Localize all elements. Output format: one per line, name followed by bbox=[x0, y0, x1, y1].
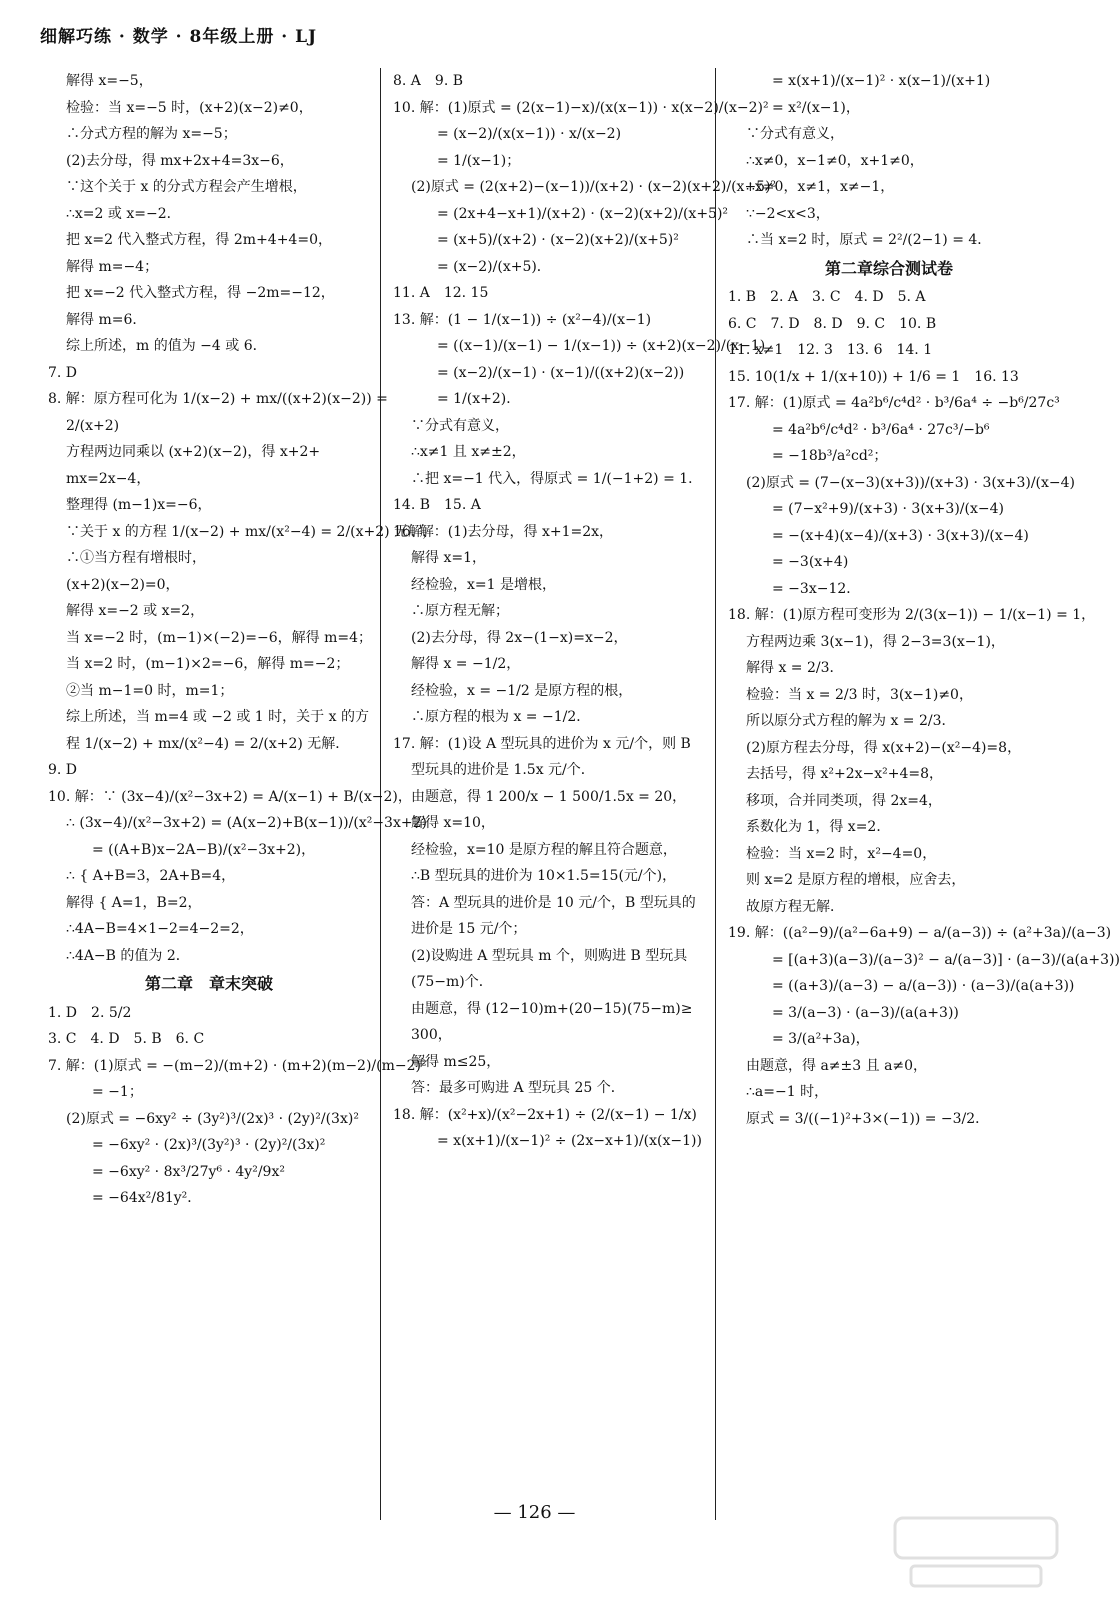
answer-line: 移项，合并同类项，得 2x=4， bbox=[746, 792, 942, 809]
answer-line: ∴x≠0，x≠1，x≠−1， bbox=[746, 179, 895, 195]
answer-line: 程 1/(x−2) + mx/(x²−4) = 2/(x+2) 无解． bbox=[66, 735, 350, 752]
answer-line: 解得 x=1， bbox=[411, 550, 486, 566]
answer-line: (2)去分母，得 2x−(1−x)=x−2， bbox=[411, 629, 628, 646]
answer-line: = 1/(x+2)． bbox=[437, 391, 521, 407]
answer-line: 11. x≠1 12. 3 13. 6 14. 1 bbox=[728, 342, 933, 358]
answer-line: 检验：当 x=2 时，x²−4=0， bbox=[746, 845, 937, 862]
answer-line: 300， bbox=[411, 1027, 452, 1043]
answer-line: = 3/(a²+3a)， bbox=[772, 1031, 870, 1047]
answer-line: 17. 解：(1)设 A 型玩具的进价为 x 元/个，则 B bbox=[393, 735, 691, 752]
answer-line: = ((x−1)/(x−1) − 1/(x−1)) ÷ (x+2)(x−2)/(x−1) bbox=[437, 338, 766, 354]
answer-line: 8. A 9. B bbox=[393, 73, 464, 89]
answer-line: 14. B 15. A bbox=[393, 497, 481, 513]
answer-line: 9. D bbox=[48, 762, 78, 778]
page-header: 细解巧练 · 数学 · 8年级上册 · LJ bbox=[40, 27, 318, 47]
answer-line: ∴分式方程的解为 x=−5； bbox=[66, 126, 237, 142]
answer-line: ∵−2<x<3， bbox=[746, 205, 830, 222]
answer-line: = −1； bbox=[92, 1084, 143, 1100]
answer-line: 15. 10(1/x + 1/(x+10)) + 1/6 = 1 16. 13 bbox=[728, 368, 1019, 385]
answer-line: 解得 x=−5， bbox=[66, 73, 153, 89]
answer-line: = −18b³/a²cd²； bbox=[772, 448, 888, 464]
answer-line: 答：最多可购进 A 型玩具 25 个． bbox=[411, 1080, 625, 1096]
answer-line: 解得 { A=1，B=2， bbox=[66, 894, 202, 911]
answer-line: ∴把 x=−1 代入，得原式 = 1/(−1+2) = 1． bbox=[411, 470, 703, 487]
answer-line: ∴x=2 或 x=−2． bbox=[66, 205, 181, 222]
section-title: 第二章 章末突破 bbox=[144, 974, 273, 993]
answer-line: 所以原分式方程的解为 x = 2/3． bbox=[746, 713, 956, 729]
answer-line: = ((a+3)/(a−3) − a/(a−3)) · (a−3)/(a(a+3)) bbox=[772, 978, 1075, 994]
answer-line: 16. 解：(1)去分母，得 x+1=2x， bbox=[393, 523, 614, 540]
answer-line: ∵关于 x 的方程 1/(x−2) + mx/(x²−4) = 2/(x+2) 无解， bbox=[66, 523, 437, 540]
answer-line: 19. 解：((a²−9)/(a²−6a+9) − a/(a−3)) ÷ (a²+3a)/(a−3) bbox=[728, 925, 1112, 941]
answer-line: (x+2)(x−2)=0， bbox=[66, 576, 180, 593]
answer-line: 解得 x=10， bbox=[411, 815, 495, 831]
column-divider bbox=[715, 68, 716, 1520]
answer-column-2 bbox=[393, 68, 777, 1520]
answer-line: = x²/(x−1)， bbox=[772, 99, 860, 116]
answer-line: ②当 m−1=0 时，m=1； bbox=[66, 682, 234, 699]
answer-line: mx=2x−4， bbox=[66, 470, 151, 487]
answer-line: ∴ { A+B=3，2A+B=4， bbox=[66, 868, 236, 884]
answer-line: 当 x=2 时，(m−1)×2=−6，解得 m=−2； bbox=[66, 656, 350, 672]
answer-line: ∵分式有意义， bbox=[411, 417, 509, 434]
answer-line: 7. 解：(1)原式 = −(m−2)/(m+2) · (m+2)(m−2)/(m−2)² bbox=[48, 1057, 427, 1074]
answer-line: 方程两边乘 3(x−1)，得 2−3=3(x−1)， bbox=[746, 633, 1005, 650]
answer-line: 检验：当 x=−5 时，(x+2)(x−2)≠0， bbox=[66, 99, 313, 116]
answer-line: = (x−2)/(x+5)． bbox=[437, 258, 551, 275]
answer-line: = ((A+B)x−2A−B)/(x²−3x+2)， bbox=[92, 841, 316, 858]
answer-line: 答：A 型玩具的进价是 10 元/个，B 型玩具的 bbox=[411, 894, 696, 911]
answer-line: = (7−x²+9)/(x+3) · 3(x+3)/(x−4) bbox=[772, 501, 1004, 517]
answer-line: ∴B 型玩具的进价为 10×1.5=15(元/个)， bbox=[411, 868, 677, 884]
answer-line: 原式 = 3/((−1)²+3×(−1)) = −3/2． bbox=[746, 1110, 990, 1127]
answer-column-3 bbox=[728, 68, 1120, 1520]
answer-line: = (x−2)/(x(x−1)) · x/(x−2) bbox=[437, 126, 622, 142]
answer-line: 11. A 12. 15 bbox=[393, 285, 489, 301]
answer-line: ∴x≠1 且 x≠±2， bbox=[411, 444, 526, 460]
answer-line: 18. 解：(x²+x)/(x²−2x+1) ÷ (2/(x−1) − 1/x) bbox=[393, 1106, 697, 1123]
answer-line: (2)原方程去分母，得 x(x+2)−(x²−4)=8， bbox=[746, 739, 1022, 756]
answer-line: ∴4A−B=4×1−2=4−2=2， bbox=[66, 921, 254, 937]
page-number: — 126 — bbox=[493, 1502, 576, 1523]
section-title: 第二章综合测试卷 bbox=[824, 258, 953, 278]
answer-line: = −64x²/81y²． bbox=[92, 1190, 202, 1206]
answer-line: 10. 解：(1)原式 = (2(x−1)−x)/(x(x−1)) · x(x−2)/(x−2)² bbox=[393, 99, 769, 116]
answer-line: ∴原方程的根为 x = −1/2． bbox=[411, 709, 591, 725]
answer-line: = −6xy² · 8x³/27y⁶ · 4y²/9x² bbox=[92, 1163, 285, 1180]
answer-line: ∴x≠0，x−1≠0，x+1≠0， bbox=[746, 152, 924, 169]
answer-line: = 1/(x−1)； bbox=[437, 152, 521, 169]
answer-line: (2)原式 = −6xy² ÷ (3y²)³/(2x)³ · (2y)²/(3x)² bbox=[66, 1110, 359, 1127]
answer-line: (2)去分母，得 mx+2x+4=3x−6， bbox=[66, 152, 294, 169]
answer-line: 则 x=2 是原方程的增根，应舍去， bbox=[746, 872, 966, 888]
answer-line: ∴原方程无解； bbox=[411, 603, 509, 619]
answer-line: 综上所述，当 m=4 或 −2 或 1 时，关于 x 的方 bbox=[66, 709, 369, 725]
answer-line: 型玩具的进价是 1.5x 元/个． bbox=[411, 762, 595, 778]
answer-line: 10. 解：∵ (3x−4)/(x²−3x+2) = A/(x−1) + B/(x−2)， bbox=[48, 788, 412, 805]
answer-line: 解得 m=−4； bbox=[66, 258, 159, 275]
answer-line: ∴4A−B 的值为 2． bbox=[66, 947, 190, 964]
answer-line: 系数化为 1，得 x=2． bbox=[746, 819, 891, 835]
answer-line: 6. C 7. D 8. D 9. C 10. B bbox=[728, 315, 937, 332]
answer-line: = x(x+1)/(x−1)² ÷ (2x−x+1)/(x(x−1)) bbox=[437, 1133, 702, 1149]
answer-line: ∴ (3x−4)/(x²−3x+2) = (A(x−2)+B(x−1))/(x²−3x+2) bbox=[66, 815, 427, 831]
answer-line: (2)原式 = (7−(x−3)(x+3))/(x+3) · 3(x+3)/(x−4) bbox=[746, 474, 1075, 491]
answer-line: (2)设购进 A 型玩具 m 个，则购进 B 型玩具 bbox=[411, 947, 688, 964]
answer-line: = x(x+1)/(x−1)² · x(x−1)/(x+1) bbox=[772, 73, 991, 89]
answer-line: ∵分式有意义， bbox=[746, 126, 844, 142]
answer-line: 1. B 2. A 3. C 4. D 5. A bbox=[728, 289, 926, 305]
answer-line: (75−m)个． bbox=[411, 974, 493, 990]
answer-line: 解得 m=6． bbox=[66, 311, 147, 328]
answer-line: = [(a+3)(a−3)/(a−3)² − a/(a−3)] · (a−3)/(a(a+3)) bbox=[772, 951, 1120, 968]
answer-line: 7. D bbox=[48, 364, 78, 381]
answer-line: 整理得 (m−1)x=−6， bbox=[66, 497, 212, 513]
answer-line: 故原方程无解． bbox=[746, 898, 844, 915]
answer-line: = −3(x+4) bbox=[772, 554, 849, 570]
answer-line: = −6xy² · (2x)³/(3y²)³ · (2y)²/(3x)² bbox=[92, 1137, 326, 1153]
answer-line: 1. D 2. 5/2 bbox=[48, 1004, 132, 1021]
answer-line: 由题意，得 (12−10)m+(20−15)(75−m)≥ bbox=[411, 1000, 693, 1017]
answer-line: 当 x=−2 时，(m−1)×(−2)=−6，解得 m=4； bbox=[66, 629, 373, 646]
answer-line: 17. 解：(1)原式 = 4a²b⁶/c⁴d² · b³/6a⁴ ÷ −b⁶/27c³ bbox=[728, 395, 1060, 411]
answer-line: 把 x=−2 代入整式方程，得 −2m=−12， bbox=[66, 285, 335, 301]
answer-line: 由题意，得 1 200/x − 1 500/1.5x = 20， bbox=[411, 788, 687, 805]
answer-line: 8. 解：原方程可化为 1/(x−2) + mx/((x+2)(x−2)) = bbox=[48, 391, 388, 407]
answer-line: ∴①当方程有增根时， bbox=[66, 550, 206, 566]
answer-line: 解得 x=−2 或 x=2， bbox=[66, 603, 205, 619]
answer-line: 解得 x = 2/3． bbox=[746, 660, 844, 676]
answer-line: 方程两边同乘以 (x+2)(x−2)，得 x+2+ bbox=[66, 444, 321, 460]
answer-line: = (x−2)/(x−1) · (x−1)/((x+2)(x−2)) bbox=[437, 364, 685, 381]
answer-line: = −(x+4)(x−4)/(x+3) · 3(x+3)/(x−4) bbox=[772, 527, 1029, 544]
answer-line: 经检验，x=10 是原方程的解且符合题意， bbox=[411, 841, 677, 858]
answer-line: 去括号，得 x²+2x−x²+4=8， bbox=[746, 766, 944, 782]
answer-line: 解得 m≤25， bbox=[411, 1053, 501, 1070]
answer-line: 13. 解：(1 − 1/(x−1)) ÷ (x²−4)/(x−1) bbox=[393, 311, 652, 328]
answer-line: 解得 x = −1/2， bbox=[411, 656, 521, 672]
answer-line: ∴a=−1 时， bbox=[746, 1084, 829, 1100]
watermark-logo bbox=[891, 1512, 1061, 1592]
answer-line: ∴当 x=2 时，原式 = 2²/(2−1) = 4． bbox=[746, 232, 992, 248]
answer-line: = 3/(a−3) · (a−3)/(a(a+3)) bbox=[772, 1004, 959, 1021]
answer-line: 综上所述，m 的值为 −4 或 6． bbox=[66, 338, 267, 354]
answer-line: 3. C 4. D 5. B 6. C bbox=[48, 1031, 205, 1047]
answer-line: 由题意，得 a≠±3 且 a≠0， bbox=[746, 1057, 928, 1074]
answer-line: 经检验，x = −1/2 是原方程的根， bbox=[411, 682, 633, 699]
answer-line: 18. 解：(1)原方程可变形为 2/(3(x−1)) − 1/(x−1) = 1， bbox=[728, 607, 1096, 623]
answer-line: = 4a²b⁶/c⁴d² · b³/6a⁴ · 27c³/−b⁶ bbox=[772, 421, 990, 438]
answer-line: = (2x+4−x+1)/(x+2) · (x−2)(x+2)/(x+5)² bbox=[437, 205, 729, 222]
answer-line: 进价是 15 元/个； bbox=[411, 921, 527, 937]
answer-line: = (x+5)/(x+2) · (x−2)(x+2)/(x+5)² bbox=[437, 232, 679, 248]
answer-line: = −3x−12． bbox=[772, 580, 861, 597]
answer-line: 把 x=2 代入整式方程，得 2m+4+4=0， bbox=[66, 232, 332, 248]
answer-line: (2)原式 = (2(x+2)−(x−1))/(x+2) · (x−2)(x+2)/(x+5)² bbox=[411, 179, 777, 195]
answer-line: 经检验，x=1 是增根， bbox=[411, 576, 556, 593]
answer-line: 检验：当 x = 2/3 时，3(x−1)≠0， bbox=[746, 686, 973, 703]
answer-line: ∵这个关于 x 的分式方程会产生增根， bbox=[66, 179, 307, 195]
answer-line: 2/(x+2) bbox=[66, 417, 120, 434]
